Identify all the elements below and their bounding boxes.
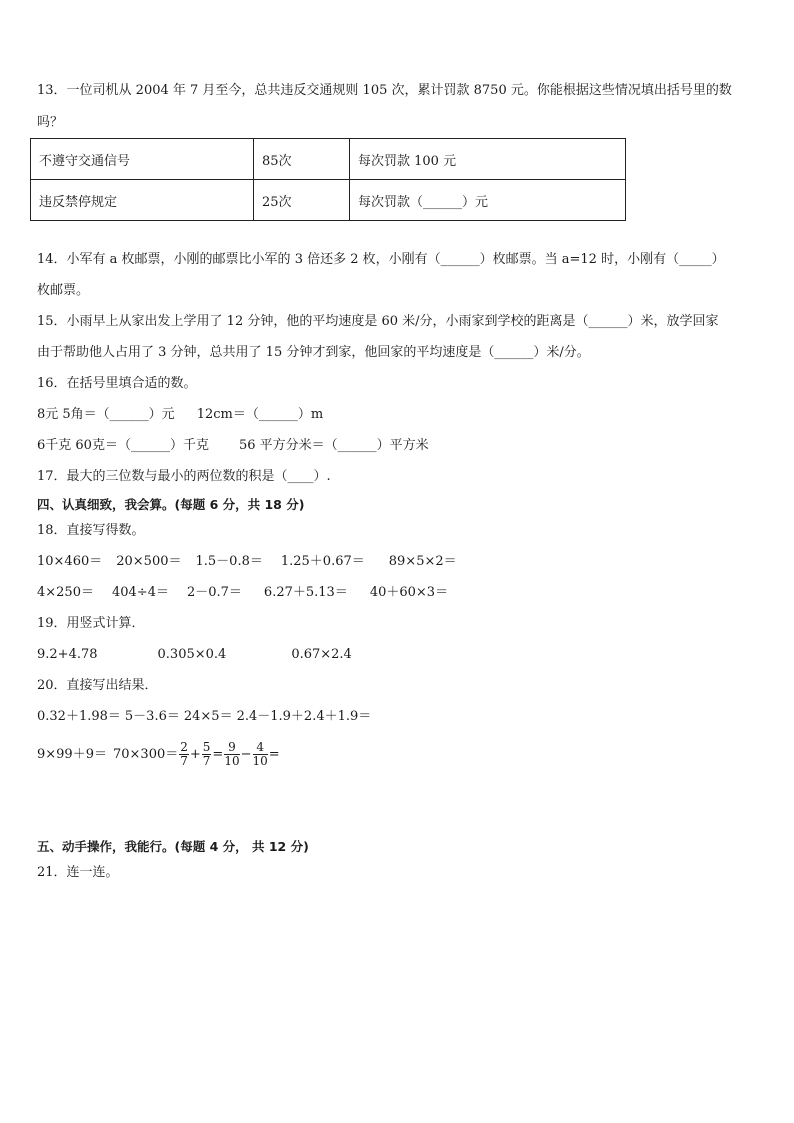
q20-row2 <box>37 740 280 770</box>
fraction: $\frac{2}{7}$ <box>180 740 188 768</box>
q16-item: 12cm＝（______）m <box>196 407 324 422</box>
q20-item: 0.32＋1.98＝ <box>37 709 121 724</box>
q21-text: 21．连一连。 <box>37 865 119 880</box>
q19-item: 9.2+4.78 <box>37 647 98 662</box>
q20-item: 24×5＝ <box>183 709 233 724</box>
q18-title: 18．直接写得数。 <box>37 523 145 538</box>
fraction: $\frac{4}{10}$ <box>252 740 268 768</box>
equals-sign: = <box>268 747 280 762</box>
q20-item: 9×99＋9＝ <box>37 747 107 762</box>
table-row <box>31 139 626 180</box>
q20-row1 <box>37 708 371 726</box>
q19-item: 0.305×0.4 <box>157 647 227 662</box>
q13-table <box>30 138 626 221</box>
q16-item: 56 平方分米＝（______）平方米 <box>238 438 429 453</box>
fraction: $\frac{9}{10}$ <box>224 740 240 768</box>
table-cell: 不遵守交通信号 <box>31 139 254 180</box>
table-cell: 25次 <box>254 180 350 221</box>
q18-item: 4×250＝ <box>37 585 94 600</box>
q17-text: 17．最大的三位数与最小的两位数的积是（____）. <box>37 469 331 484</box>
table-cell: 违反禁停规定 <box>31 180 254 221</box>
q20-item: 5－3.6＝ <box>124 709 180 724</box>
q18-item: 20×500＝ <box>116 554 182 569</box>
q18-item: 89×5×2＝ <box>388 554 457 569</box>
q16-item: 6千克 60克＝（______）千克 <box>37 438 209 453</box>
minus-sign: − <box>240 747 252 762</box>
q19-items <box>37 646 352 664</box>
q19-title: 19．用竖式计算． <box>37 616 145 631</box>
q13-text-line2: 吗？ <box>37 115 64 130</box>
section-5-heading: 五、动手操作，我能行。(每题 4 分， 共 12 分) <box>37 839 309 854</box>
q15-text-line1: 15．小雨早上从家出发上学用了 12 分钟，他的平均速度是 60 米/分，小雨家到学校的距离是（______）米，放学回家 <box>37 314 719 329</box>
q16-title: 16．在括号里填合适的数。 <box>37 376 197 391</box>
table-row <box>31 180 626 221</box>
q18-item: 1.5－0.8＝ <box>195 554 263 569</box>
table-cell: 每次罚款（______）元 <box>350 180 626 221</box>
q15-text-line2: 由于帮助他人占用了 3 分钟，总共用了 15 分钟才到家，他回家的平均速度是（______）米/分。 <box>37 345 590 360</box>
q20-title: 20．直接写出结果． <box>37 678 158 693</box>
q18-item: 10×460＝ <box>37 554 103 569</box>
plus-sign: + <box>189 747 201 762</box>
table-cell: 85次 <box>254 139 350 180</box>
q13-text-line1: 13．一位司机从 2004 年 7 月至今，总共违反交通规则 105 次，累计罚款 8750 元。你能根据这些情况填出括号里的数 <box>37 83 732 98</box>
q16-row1 <box>37 406 323 424</box>
equals-sign: = <box>212 747 224 762</box>
fraction: $\frac{5}{7}$ <box>202 740 211 768</box>
q20-item: 70×300＝ <box>112 747 179 762</box>
q18-item: 6.27＋5.13＝ <box>263 585 348 600</box>
section-4-heading: 四、认真细致，我会算。(每题 6 分，共 18 分) <box>37 497 305 512</box>
q18-row1 <box>37 553 457 571</box>
q19-item: 0.67×2.4 <box>291 647 352 662</box>
q16-row2 <box>37 437 429 455</box>
q18-item: 404÷4＝ <box>111 585 169 600</box>
q18-item: 40＋60×3＝ <box>369 585 449 600</box>
q14-text-line1: 14．小军有 a 枚邮票，小刚的邮票比小军的 3 倍还多 2 枚，小刚有（______）枚邮票。当 a=12 时，小刚有（_____） <box>37 252 725 267</box>
q18-item: 1.25＋0.67＝ <box>280 554 365 569</box>
table-cell: 每次罚款 100 元 <box>350 139 626 180</box>
q18-row2 <box>37 584 448 602</box>
q20-item: 2.4－1.9＋2.4＋1.9＝ <box>236 709 372 724</box>
q18-item: 2－0.7＝ <box>186 585 242 600</box>
q16-item: 8元 5角＝（______）元 <box>37 407 175 422</box>
q14-text-line2: 枚邮票。 <box>37 283 90 298</box>
